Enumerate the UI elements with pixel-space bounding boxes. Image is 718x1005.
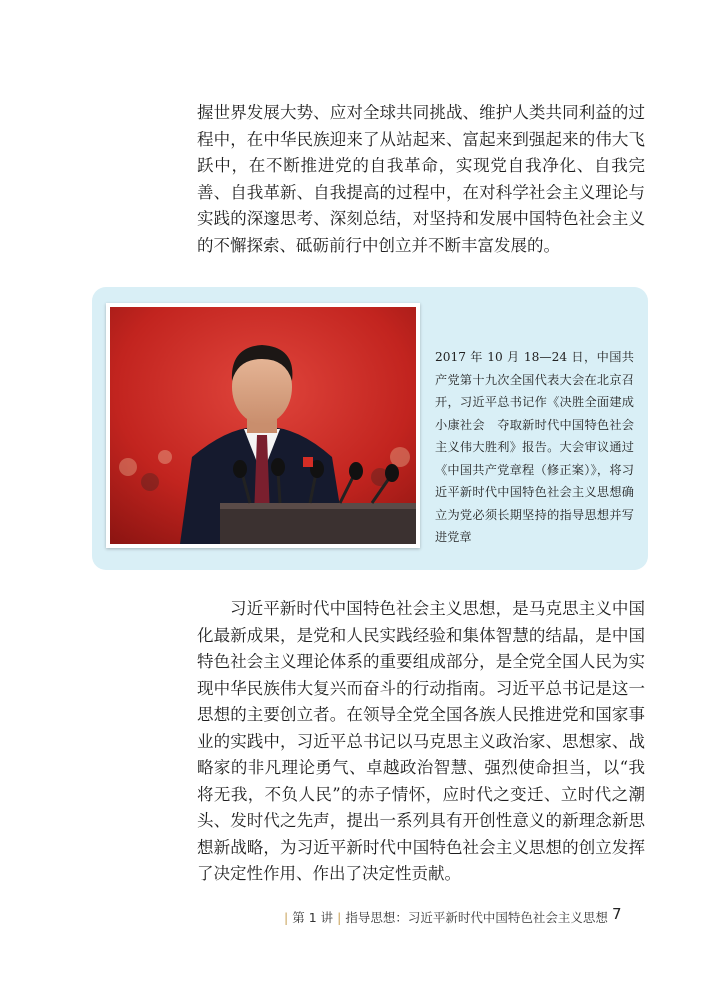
footer-divider: | <box>284 910 289 925</box>
footer-title: 指导思想：习近平新时代中国特色社会主义思想 <box>345 910 608 925</box>
running-footer <box>280 908 625 930</box>
speaker-photo <box>110 307 416 544</box>
body-paragraph-1: 握世界发展大势、应对全球共同挑战、维护人类共同利益的过程中，在中华民族迎来了从站起来、富起来到强起来的伟大飞跃中，在不断推进党的自我革命，实现党自我净化、自我完善、自我革新、自我提高的过程中，在对科学社会主义理论与实践的深邃思考、深刻总结，对坚持和发展中国特色社会主义的不懈探索、砥砺前行中创立并不断丰富发展的。 <box>197 103 645 255</box>
footer-divider: | <box>337 910 342 925</box>
photo-frame <box>106 303 420 548</box>
body-paragraph-2: 习近平新时代中国特色社会主义思想，是马克思主义中国化最新成果，是党和人民实践经验和集体智慧的结晶，是中国特色社会主义理论体系的重要组成部分，是全党全国人民为实现中华民族伟大复兴而奋斗的行动指南。习近平总书记是这一思想的主要创立者。在领导全党全国各族人民推进党和国家事业的实践中，习近平总书记以马克思主义政治家、思想家、战略家的非凡理论勇气、卓越政治智慧、强烈使命担当，以“我将无我，不负人民”的赤子情怀，应时代之变迁、立时代之潮头、发时代之先声，提出一系列具有开创性意义的新理念新思想新战略，为习近平新时代中国特色社会主义思想的创立发挥了决定性作用、作出了决定性贡献。 <box>197 599 645 883</box>
figure-caption: 2017 年 10 月 18—24 日，中国共产党第十九次全国代表大会在北京召开，习近平总书记作《决胜全面建成小康社会 夺取新时代中国特色社会主义伟大胜利》报告。大会审议通过《中国共产党章程（修正案）》，将习近平新时代中国特色社会主义思想确立为党必须长期坚持的指导思想并写进党章 <box>435 350 634 544</box>
footer-lecture: 第 1 讲 <box>292 910 334 925</box>
page-number: 7 <box>612 905 622 923</box>
